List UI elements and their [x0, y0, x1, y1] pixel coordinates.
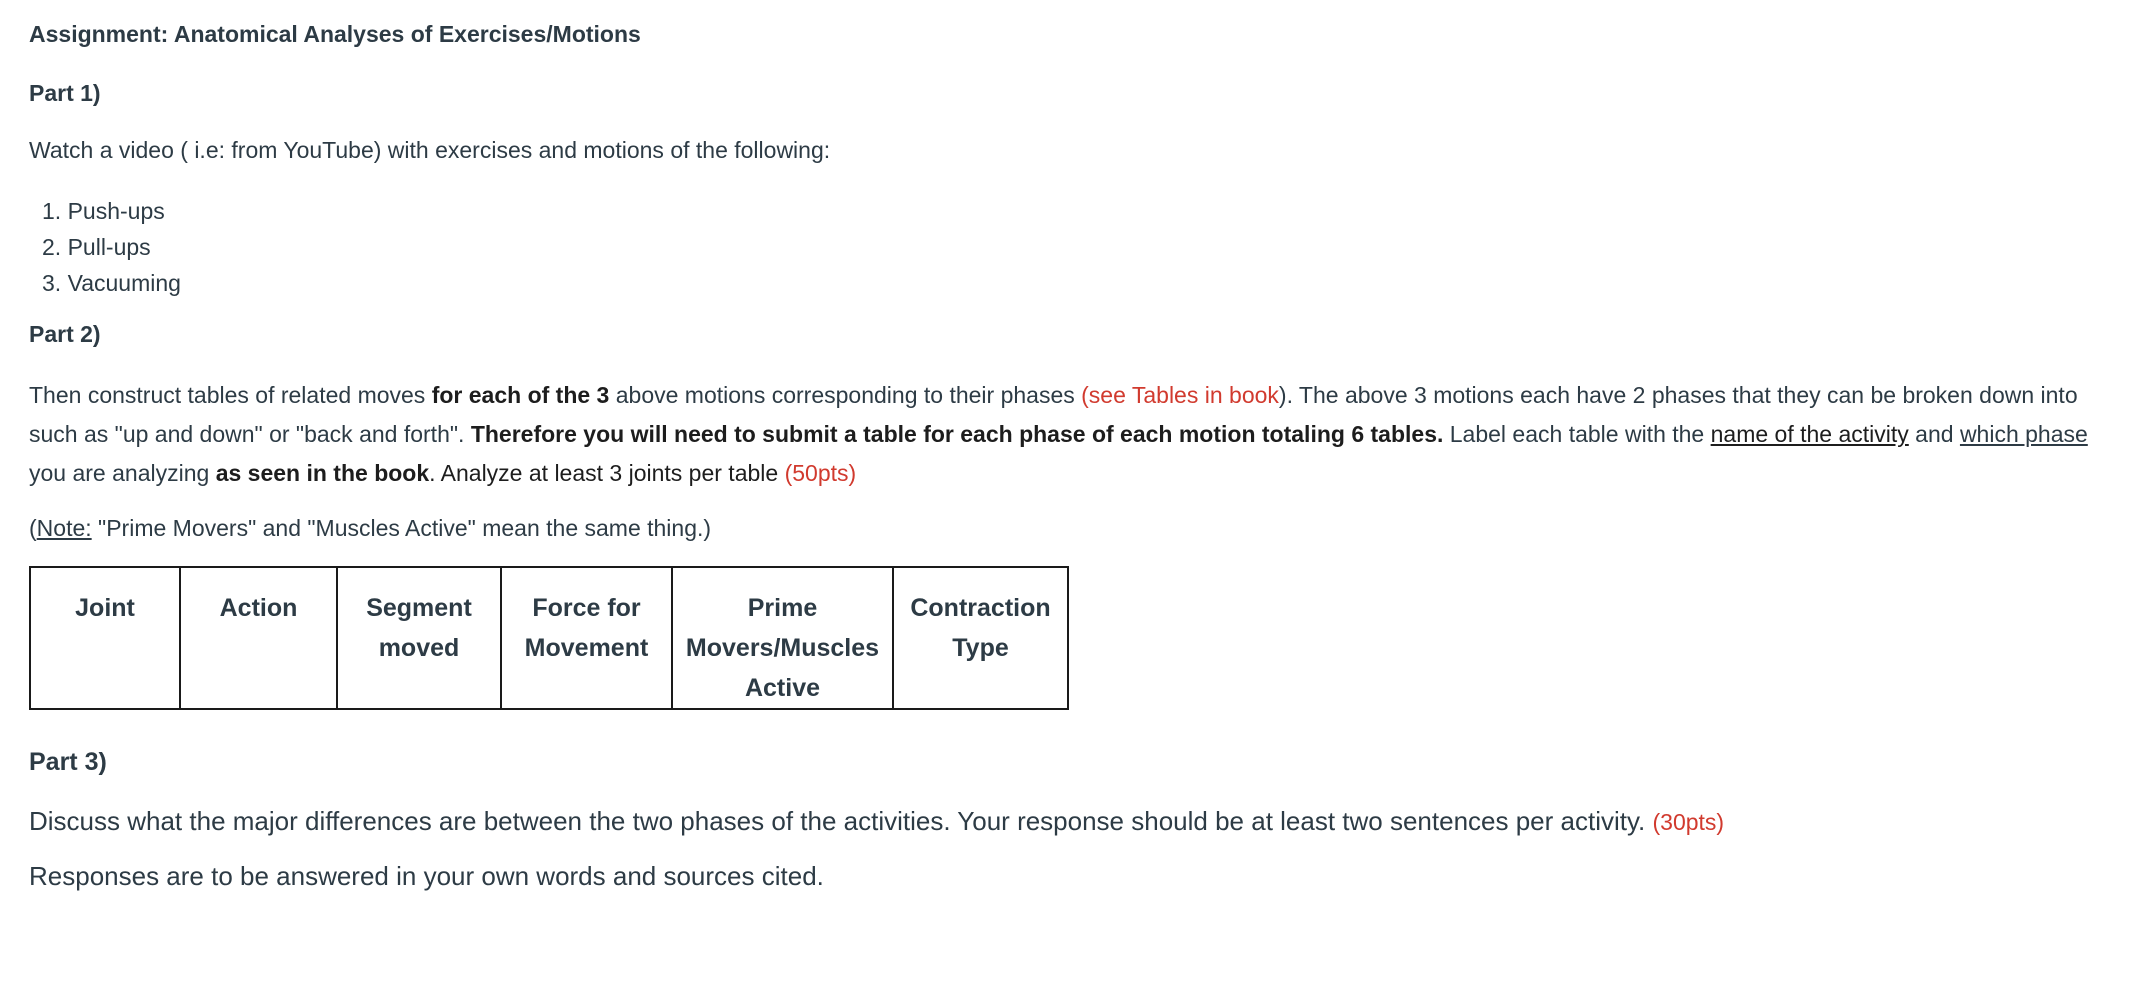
text-run: . Analyze at least 3 joints per table [429, 460, 785, 486]
header-line: moved [378, 634, 460, 662]
text-run-bold: as seen in the book [215, 460, 430, 486]
column-header-segment-moved [337, 567, 501, 709]
list-item: 1. Push-ups [42, 198, 165, 224]
text-run: Then construct tables of related moves [29, 382, 432, 408]
note-text: "Prime Movers" and "Muscles Active" mean the same thing.) [91, 515, 712, 541]
header-line: Active [744, 674, 821, 702]
text-run: you are analyzing [29, 460, 216, 486]
note [29, 515, 711, 542]
text-run-bold: Therefore you will need to submit a table for each phase of each motion totaling 6 tables. [470, 421, 1444, 447]
header-line: Action [219, 594, 298, 622]
motions-list [42, 193, 181, 301]
tables-reference: (see Tables in book [1081, 382, 1279, 408]
column-header-action [180, 567, 337, 709]
text-run: above motions corresponding to their phases [609, 382, 1082, 408]
text-run-bold: for each of the 3 [431, 382, 610, 408]
note-label: Note: [36, 515, 92, 541]
header-line: Segment [366, 594, 472, 622]
header-line: Joint [75, 594, 135, 622]
points-badge: (50pts) [784, 460, 857, 486]
underlined-activity-name: name of the activity [1710, 421, 1909, 447]
header-line: Type [952, 634, 1009, 662]
text-run: Label each table with the [1443, 421, 1711, 447]
part3-heading: Part 3) [29, 748, 107, 776]
part2-heading: Part 2) [29, 321, 101, 347]
header-line: Movers/Muscles [685, 634, 880, 662]
text-run: ). The above 3 motions each have 2 phases that they can be broken down into such as "up and down" or "back and forth". [29, 382, 2078, 447]
points-badge: (30pts) [1652, 809, 1725, 835]
column-header-force-for-movement [501, 567, 672, 709]
page-title: Assignment: Anatomical Analyses of Exercises/Motions [29, 21, 641, 47]
header-line: Prime [747, 594, 818, 622]
part1-intro: Watch a video ( i.e: from YouTube) with exercises and motions of the following: [29, 137, 831, 163]
column-header-prime-movers [672, 567, 893, 709]
discussion-text: Discuss what the major differences are between the two phases of the activities. Your response should be at least two sentences per activity. [29, 806, 1653, 836]
note-open: ( [29, 515, 37, 541]
header-line: Force for [532, 594, 641, 622]
table-header-row [30, 567, 1068, 709]
underlined-phase: which phase [1959, 421, 2088, 447]
header-line: Movement [524, 634, 649, 662]
text-run: and [1908, 421, 1960, 447]
responses-note: Responses are to be answered in your own words and sources cited. [29, 861, 824, 891]
part3-discussion [29, 806, 1724, 837]
part1-heading: Part 1) [29, 80, 101, 106]
part2-instructions [29, 376, 2124, 493]
column-header-joint [30, 567, 180, 709]
phase-table [29, 566, 1069, 710]
column-header-contraction-type [893, 567, 1068, 709]
list-item: 3. Vacuuming [42, 270, 181, 296]
list-item: 2. Pull-ups [42, 234, 151, 260]
header-line: Contraction [910, 594, 1051, 622]
